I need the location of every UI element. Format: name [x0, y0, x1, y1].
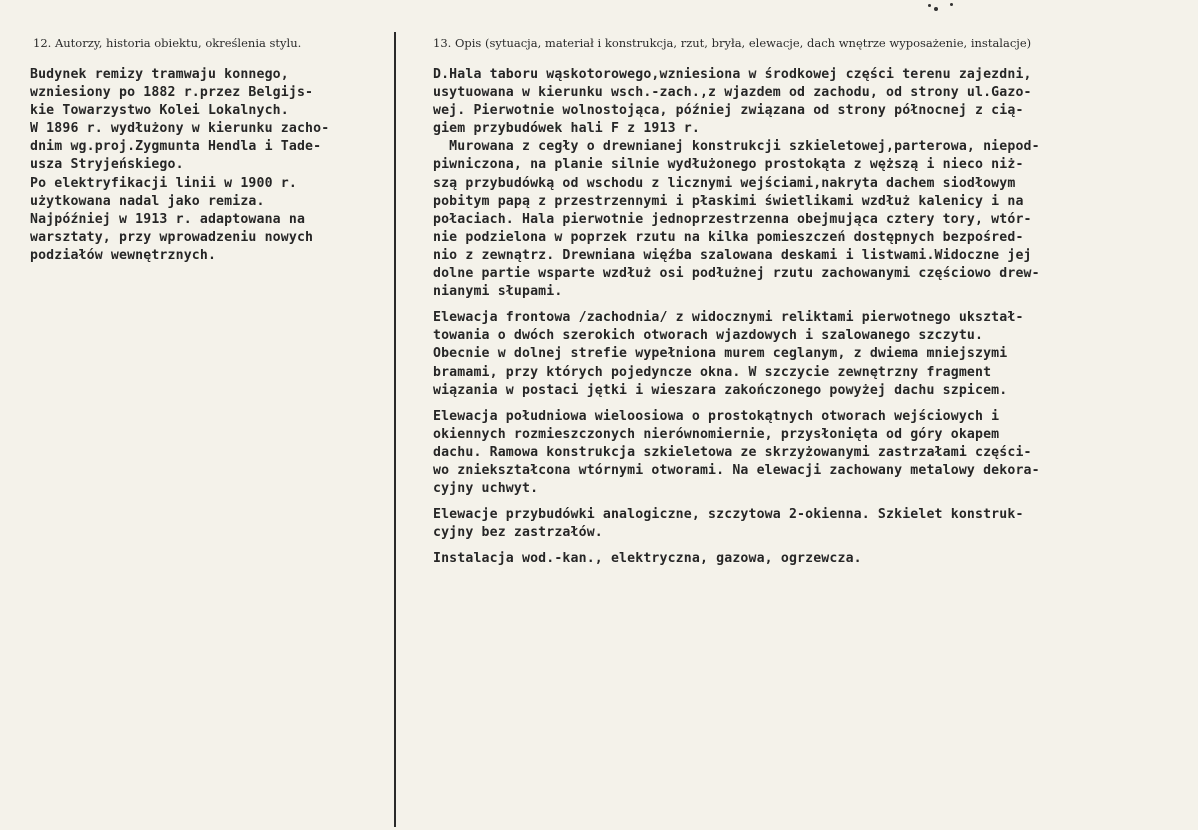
description-text — [433, 66, 1040, 576]
description-line: nio z zewnątrz. Drewniana więźba szalowana deskami i listwami.Widoczne jej — [433, 247, 1032, 263]
column-divider — [394, 32, 396, 827]
description-line: szą przybudówką od wschodu z licznymi wejściami,nakryta dachem siodłowym — [433, 175, 1016, 191]
description-line: Obecnie w dolnej strefie wypełniona murem ceglanym, z dwiema mniejszymi — [433, 346, 1008, 362]
description-paragraph — [433, 506, 1040, 542]
history-line: użytkowana nadal jako remiza. — [30, 193, 265, 209]
section-12-header: 12. Autorzy, historia obiektu, określenia stylu. — [33, 36, 302, 50]
history-line: warsztaty, przy wprowadzeniu nowych — [30, 229, 314, 245]
history-line: Budynek remizy tramwaju konnego, — [30, 67, 289, 82]
description-line: nianymi słupami. — [433, 284, 563, 300]
history-line: kie Towarzystwo Kolei Lokalnych. — [30, 103, 289, 119]
history-line: W 1896 r. wydłużony w kierunku zacho- — [30, 121, 330, 137]
description-line: cyjny bez zastrzałów. — [433, 525, 603, 541]
history-line: usza Stryjeńskiego. — [30, 157, 184, 173]
history-line: Po elektryfikacji linii w 1900 r. — [30, 175, 297, 191]
description-line: Instalacja wod.-kan., elektryczna, gazowa, ogrzewcza. — [433, 551, 862, 567]
description-line: dolne partie wsparte wzdłuż osi podłużnej rzutu zachowanymi częściowo drew- — [433, 266, 1040, 282]
description-line: D.Hala taboru wąskotorowego,wzniesiona w środkowej części terenu zajezdni, — [433, 67, 1032, 82]
description-line: giem przybudówek hali F z 1913 r. — [433, 121, 700, 137]
history-text — [30, 66, 329, 265]
description-line: usytuowana w kierunku wsch.-zach.,z wjazdem od zachodu, od strony ul.Gazo- — [433, 85, 1032, 101]
description-line: piwniczona, na planie silnie wydłużonego prostokąta z węższą i nieco niż- — [433, 157, 1024, 173]
description-paragraph — [433, 66, 1040, 301]
description-paragraph — [433, 309, 1040, 399]
history-line: Najpóźniej w 1913 r. adaptowana na — [30, 211, 306, 227]
description-line: towania o dwóch szerokich otworach wjazdowych i szalowanego szczytu. — [433, 328, 984, 344]
description-line: Elewacja frontowa /zachodnia/ z widocznymi reliktami pierwotnego ukształ- — [433, 310, 1024, 326]
description-line: wiązania w postaci jętki i wieszara zakończonego powyżej dachu szpicem. — [433, 382, 1008, 398]
description-line: wo zniekształcona wtórnymi otworami. Na elewacji zachowany metalowy dekora- — [433, 462, 1040, 478]
description-paragraph — [433, 408, 1040, 498]
section-13-header: 13. Opis (sytuacja, materiał i konstrukcja, rzut, bryła, elewacje, dach wnętrze wyposażenie, instalacje) — [433, 36, 1032, 50]
description-paragraph — [433, 550, 1040, 568]
description-line: cyjny uchwyt. — [433, 481, 539, 497]
description-line: pobitym papą z przestrzennymi i płaskimi świetlikami wzdłuż kalenicy i na — [433, 193, 1024, 209]
description-line: nie podzielona w poprzek rzutu na kilka pomieszczeń dostępnych bezpośred- — [433, 229, 1024, 245]
ink-specks — [920, 0, 960, 14]
description-line: połaciach. Hala pierwotnie jednoprzestrzenna obejmująca cztery tory, wtór- — [433, 211, 1032, 227]
history-line: podziałów wewnętrznych. — [30, 247, 217, 263]
history-line: wzniesiony po 1882 r.przez Belgijs- — [30, 85, 314, 101]
history-line: dnim wg.proj.Zygmunta Hendla i Tade- — [30, 139, 322, 155]
description-line: bramami, przy których pojedyncze okna. W szczycie zewnętrzny fragment — [433, 364, 992, 380]
description-line: Murowana z cegły o drewnianej konstrukcji szkieletowej,parterowa, niepod- — [433, 139, 1040, 155]
description-line: okiennych rozmieszczonych nierównomiernie, przysłonięta od góry okapem — [433, 426, 1000, 442]
description-line: Elewacje przybudówki analogiczne, szczytowa 2-okienna. Szkielet konstruk- — [433, 507, 1024, 523]
description-line: dachu. Ramowa konstrukcja szkieletowa ze skrzyżowanymi zastrzałami części- — [433, 444, 1032, 460]
description-line: wej. Pierwotnie wolnostojąca, później związana od strony północnej z cią- — [433, 103, 1024, 119]
description-line: Elewacja południowa wieloosiowa o prostokątnych otworach wejściowych i — [433, 408, 1000, 424]
